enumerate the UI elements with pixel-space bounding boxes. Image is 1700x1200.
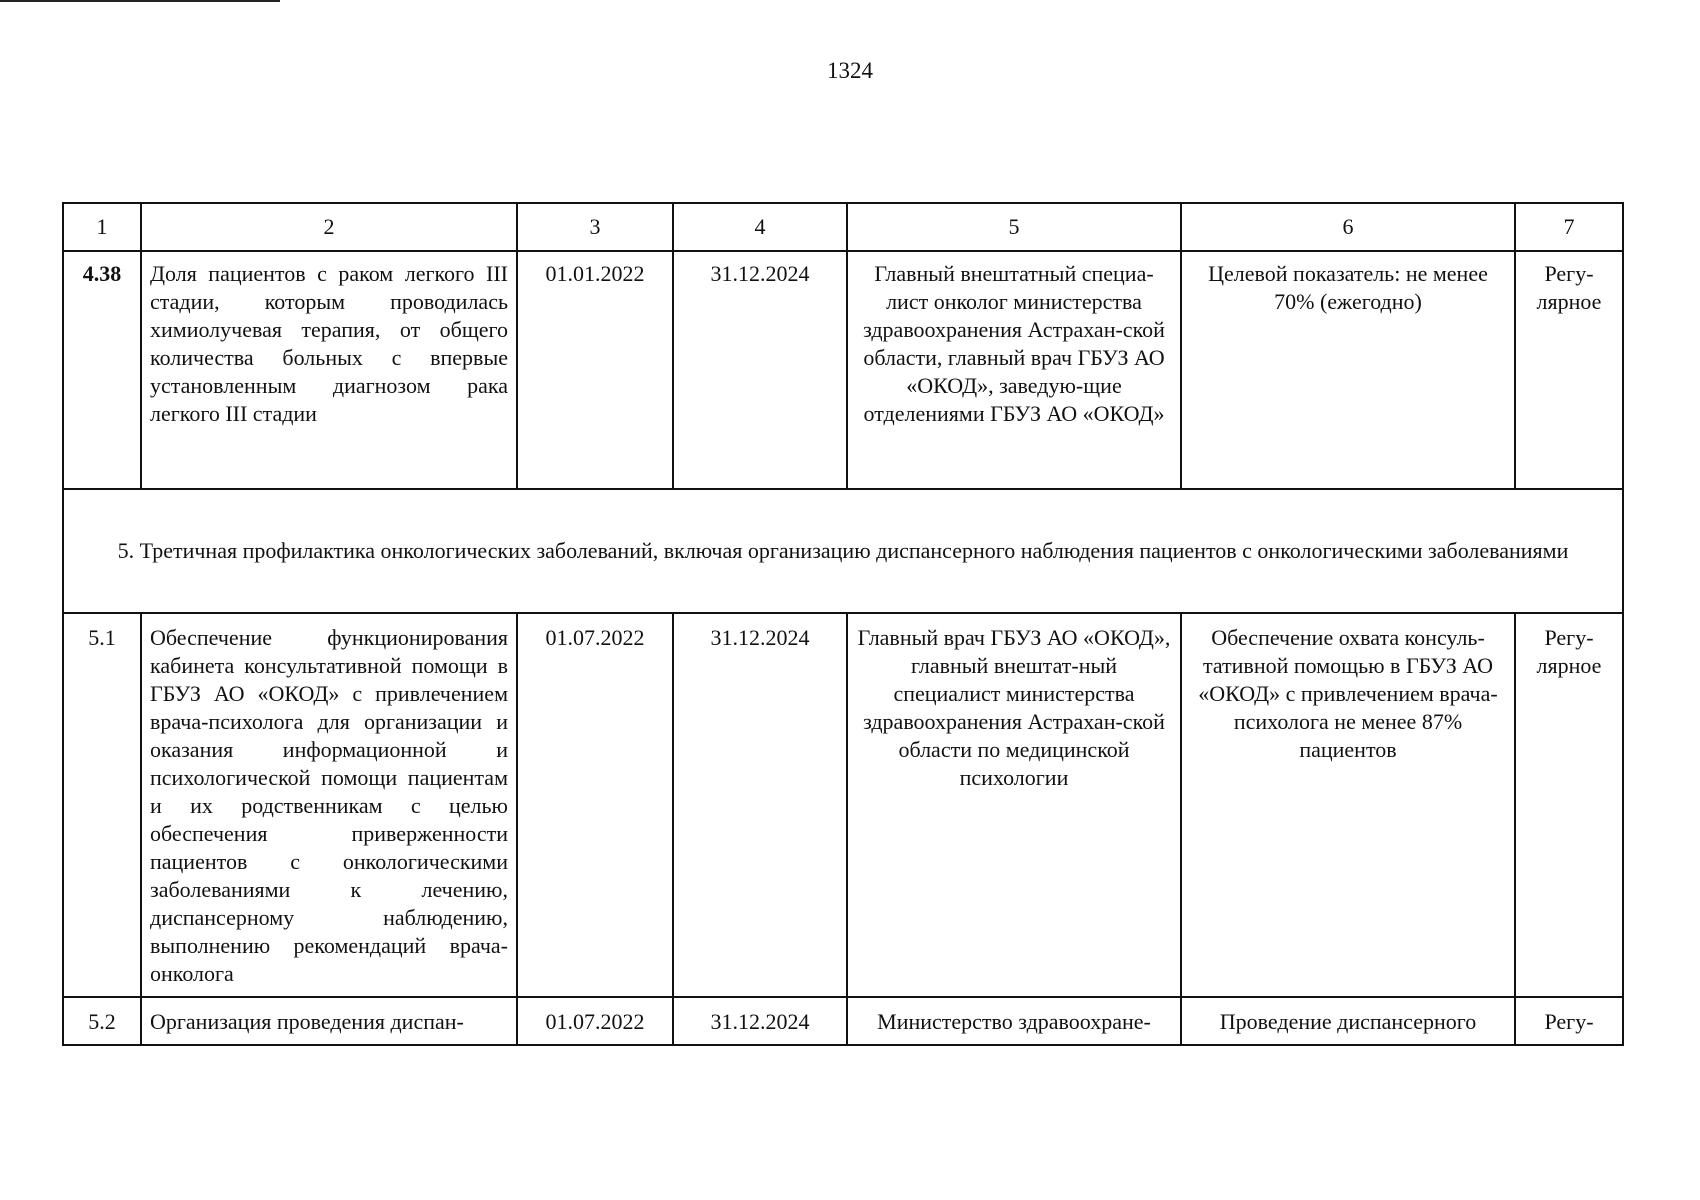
- responsible-party: Главный врач ГБУЗ АО «ОКОД», главный внештат-ный специалист министерства здравоохранения Астрахан-ской области по медицинской психологии: [847, 613, 1181, 997]
- expected-result: Проведение диспансерного: [1181, 997, 1515, 1045]
- column-number: 7: [1515, 203, 1623, 251]
- activity-description: Организация проведения диспан-: [141, 997, 517, 1045]
- column-number: 3: [517, 203, 673, 251]
- column-number: 6: [1181, 203, 1515, 251]
- activity-type: Регу-лярное: [1515, 251, 1623, 489]
- table-row: [63, 997, 1623, 1045]
- column-number: 4: [673, 203, 847, 251]
- end-date: 31.12.2024: [673, 251, 847, 489]
- start-date: 01.01.2022: [517, 251, 673, 489]
- start-date: 01.07.2022: [517, 997, 673, 1045]
- row-number: 4.38: [63, 251, 141, 489]
- end-date: 31.12.2024: [673, 613, 847, 997]
- expected-result: Целевой показатель: не менее 70% (ежегодно): [1181, 251, 1515, 489]
- row-number: 5.2: [63, 997, 141, 1045]
- activity-description: Доля пациентов с раком легкого III стадии, которым проводилась химиолучевая терапия, от общего количества больных с впервые установленным диагнозом рака легкого III стадии: [141, 251, 517, 489]
- scan-edge-mark: [0, 0, 280, 2]
- responsible-party: Главный внештатный специа-лист онколог министерства здравоохранения Астрахан-ской области, главный врач ГБУЗ АО «ОКОД», заведую-щие отделениями ГБУЗ АО «ОКОД»: [847, 251, 1181, 489]
- column-number: 2: [141, 203, 517, 251]
- table-row: [63, 251, 1623, 489]
- section-header-row: [63, 489, 1623, 613]
- activity-description: Обеспечение функционирования кабинета консультативной помощи в ГБУЗ АО «ОКОД» с привлечением врача-психолога для организации и оказания информационной и психологической помощи пациентам и их родственникам с целью обеспечения приверженности пациентов с онкологическими заболеваниями к лечению, диспансерному наблюдению, выполнению рекомендаций врача-онколога: [141, 613, 517, 997]
- responsible-party: Министерство здравоохране-: [847, 997, 1181, 1045]
- activity-table: [62, 202, 1624, 1046]
- column-number-row: [63, 203, 1623, 251]
- expected-result: Обеспечение охвата консуль-тативной помощью в ГБУЗ АО «ОКОД» с привлечением врача-психолога не менее 87% пациентов: [1181, 613, 1515, 997]
- row-number: 5.1: [63, 613, 141, 997]
- page-number: 1324: [827, 58, 873, 83]
- activity-type: Регу-лярное: [1515, 613, 1623, 997]
- column-number: 1: [63, 203, 141, 251]
- end-date: 31.12.2024: [673, 997, 847, 1045]
- activity-type: Регу-: [1515, 997, 1623, 1045]
- column-number: 5: [847, 203, 1181, 251]
- table-row: [63, 613, 1623, 997]
- start-date: 01.07.2022: [517, 613, 673, 997]
- section-title: 5. Третичная профилактика онкологических заболеваний, включая организацию диспансерного наблюдения пациентов с онкологическими заболеваниями: [63, 489, 1623, 613]
